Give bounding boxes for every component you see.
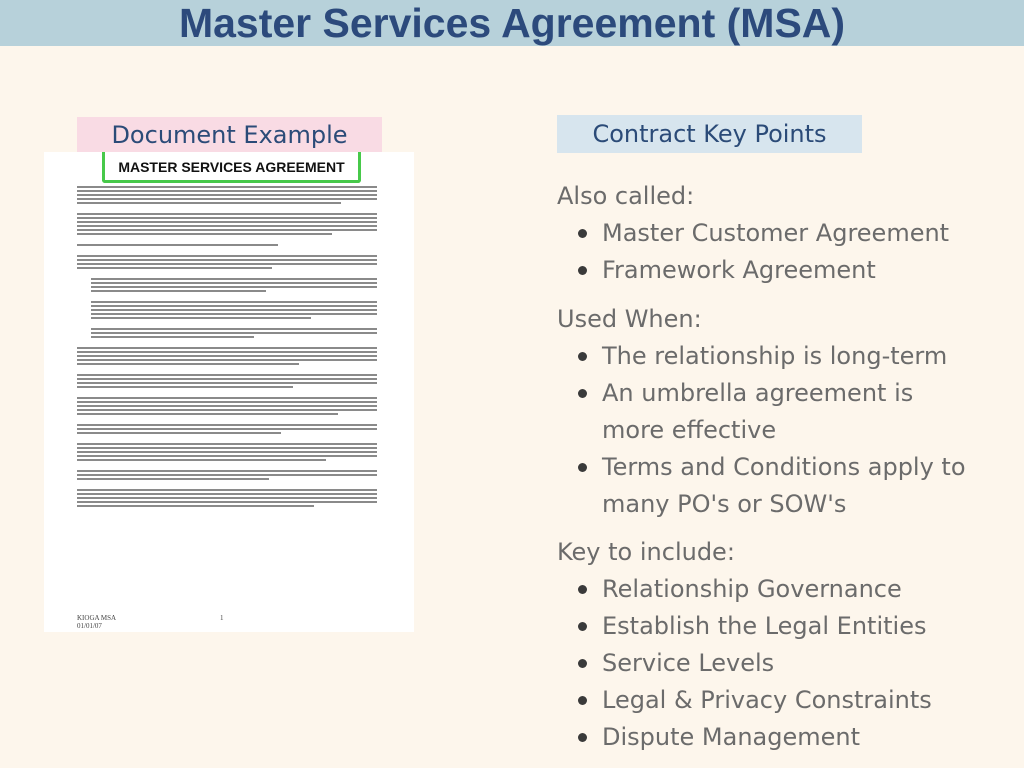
document-paragraph-gap <box>77 482 377 489</box>
document-text-line <box>77 229 377 231</box>
document-footer-date: 01/01/07 <box>77 622 102 630</box>
list-item: Master Customer Agreement <box>557 215 977 252</box>
document-paragraph-gap <box>77 417 377 424</box>
document-text-line <box>77 432 281 434</box>
document-text-line <box>77 409 377 411</box>
document-text-line <box>77 359 377 361</box>
document-text-line <box>77 413 338 415</box>
document-text-line <box>91 309 377 311</box>
page-title: Master Services Agreement (MSA) <box>178 0 846 46</box>
document-text-line <box>77 397 377 399</box>
document-text-line <box>77 347 377 349</box>
document-text-line <box>77 213 377 215</box>
document-text-line <box>77 424 377 426</box>
document-paragraph-gap <box>77 237 377 244</box>
document-text-line <box>77 355 377 357</box>
document-text-line <box>91 317 311 319</box>
list-item: An umbrella agreement is more effective <box>557 375 977 449</box>
document-text-line <box>77 374 377 376</box>
document-text-line <box>91 286 377 288</box>
document-paragraph-gap <box>77 294 377 301</box>
used-when-heading: Used When: <box>557 305 702 333</box>
list-item: Establish the Legal Entities <box>557 608 977 645</box>
document-text-line <box>77 401 377 403</box>
also-called-list <box>557 215 977 289</box>
document-text-line <box>77 233 332 235</box>
document-text-line <box>77 378 377 380</box>
document-text-line <box>91 282 377 284</box>
list-item: Framework Agreement <box>557 252 977 289</box>
document-text-line <box>77 221 377 223</box>
document-page-number: 1 <box>220 614 224 622</box>
document-text-line <box>77 351 377 353</box>
document-text-line <box>77 451 377 453</box>
contract-key-points-tag: Contract Key Points <box>557 115 862 153</box>
document-paragraph-gap <box>77 463 377 470</box>
document-text-line <box>77 190 377 192</box>
document-text-line <box>77 386 293 388</box>
document-paragraph-gap <box>77 390 377 397</box>
document-text-line <box>77 497 377 499</box>
document-text-line <box>77 259 377 261</box>
document-text-line <box>77 198 377 200</box>
document-text-line <box>77 428 377 430</box>
document-text-line <box>77 263 377 265</box>
document-footer-id: KIOGA MSA <box>77 614 117 622</box>
document-text-line <box>77 202 341 204</box>
document-footer <box>77 614 377 630</box>
document-text-line <box>77 217 377 219</box>
document-text-line <box>91 336 254 338</box>
document-text-line <box>77 501 377 503</box>
document-text-line <box>77 194 377 196</box>
document-text-line <box>91 290 266 292</box>
used-when-list <box>557 338 977 523</box>
document-paragraph-gap <box>77 206 377 213</box>
document-text-line <box>91 301 377 303</box>
also-called-heading: Also called: <box>557 182 695 210</box>
document-paragraph-gap <box>77 248 377 255</box>
document-paragraph-gap <box>77 340 377 347</box>
document-text-line <box>91 278 377 280</box>
document-text-line <box>77 478 269 480</box>
document-text-line <box>77 186 377 188</box>
document-text-line <box>77 382 377 384</box>
key-to-include-list <box>557 571 977 756</box>
list-item: Service Levels <box>557 645 977 682</box>
document-paragraph-gap <box>77 367 377 374</box>
document-text-line <box>91 328 377 330</box>
document-example-tag: Document Example <box>77 117 382 153</box>
document-text-line <box>77 225 377 227</box>
document-text-line <box>77 505 314 507</box>
document-paragraph-gap <box>77 436 377 443</box>
list-item: Terms and Conditions apply to many PO's or SOW's <box>557 449 977 523</box>
list-item: Relationship Governance <box>557 571 977 608</box>
document-text-line <box>77 363 299 365</box>
key-to-include-heading: Key to include: <box>557 538 735 566</box>
document-paragraph-gap <box>77 321 377 328</box>
document-text-line <box>77 244 278 246</box>
list-item: Legal & Privacy Constraints <box>557 682 977 719</box>
document-paragraph-gap <box>77 271 377 278</box>
list-item: Dispute Management <box>557 719 977 756</box>
document-text-line <box>91 313 377 315</box>
document-text-line <box>77 493 377 495</box>
document-text-line <box>77 474 377 476</box>
document-text-line <box>91 305 377 307</box>
document-text-line <box>77 443 377 445</box>
document-text-line <box>77 470 377 472</box>
document-text-line <box>77 489 377 491</box>
document-text-line <box>77 405 377 407</box>
list-item: The relationship is long-term <box>557 338 977 375</box>
document-body-text <box>77 186 377 509</box>
document-text-line <box>77 447 377 449</box>
document-text-line <box>77 267 272 269</box>
document-text-line <box>91 332 377 334</box>
document-heading: MASTER SERVICES AGREEMENT <box>102 152 361 183</box>
document-text-line <box>77 455 377 457</box>
document-example-image <box>44 152 414 632</box>
document-text-line <box>77 255 377 257</box>
document-text-line <box>77 459 326 461</box>
